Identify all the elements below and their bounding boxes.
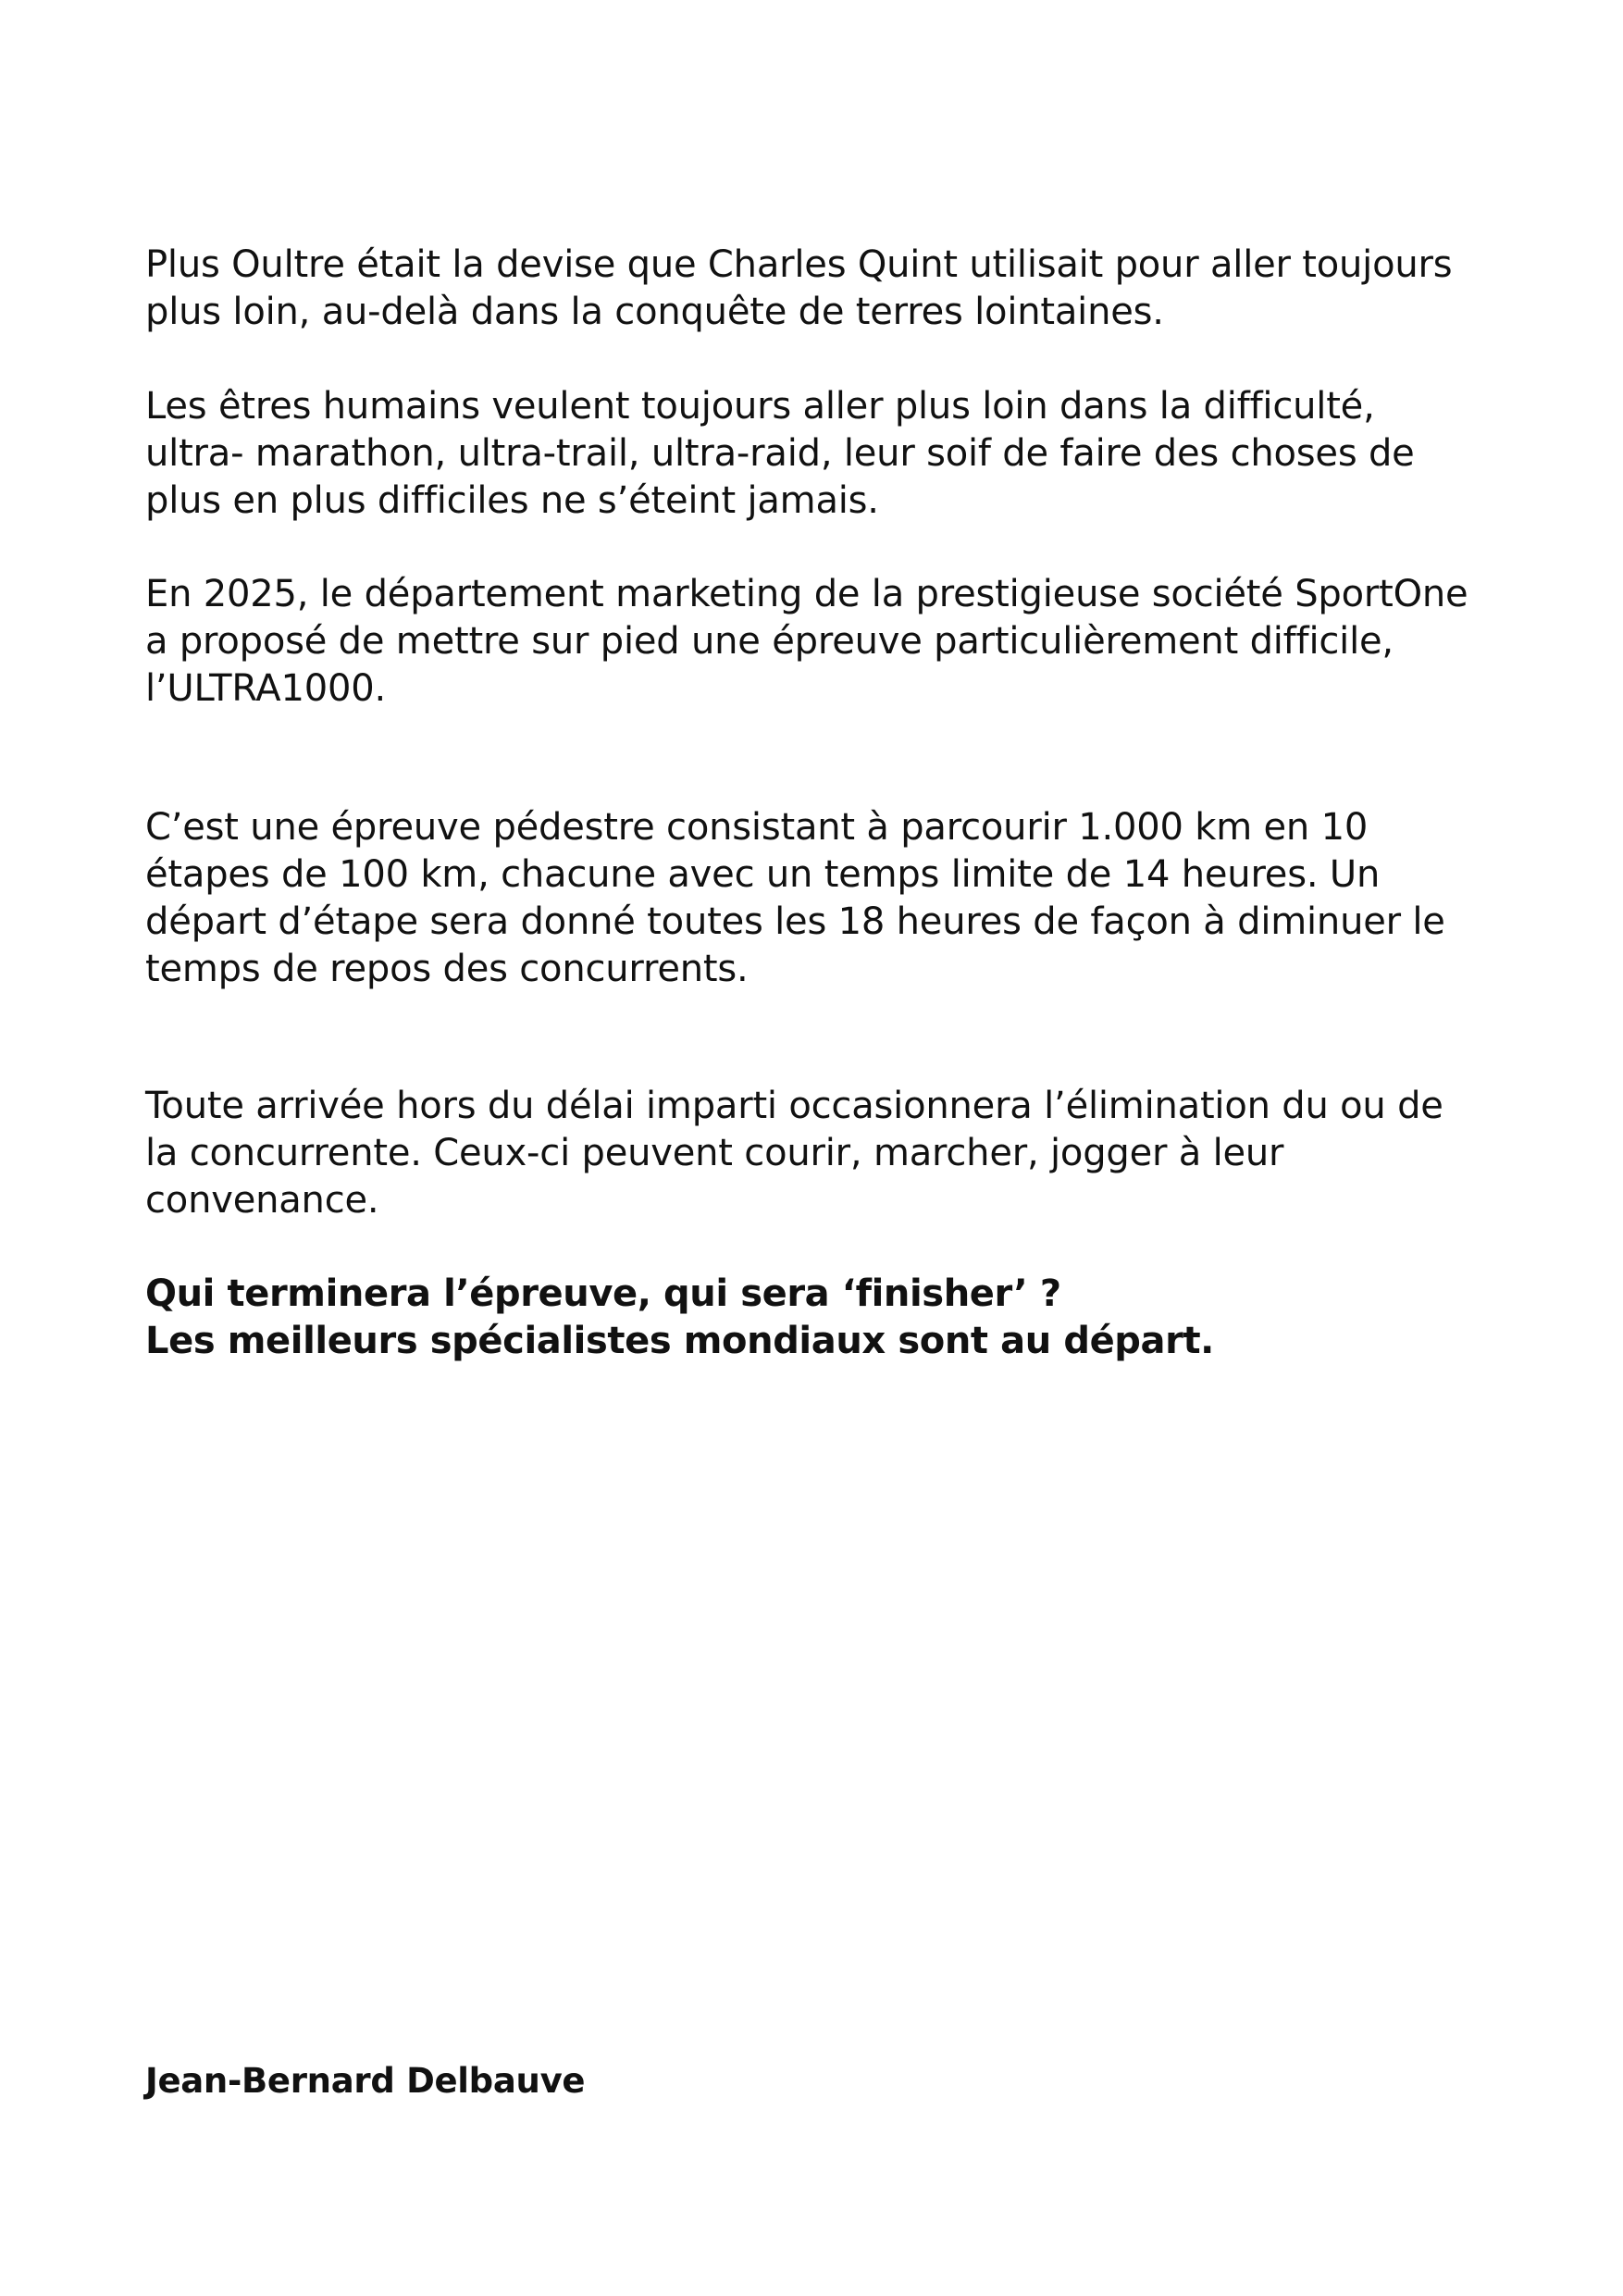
text-line: Toute arrivée hors du délai imparti occasionnera l’élimination du ou de (145, 1085, 1443, 1127)
author-signature: Jean-Bernard Delbauve (145, 2061, 586, 2101)
text-line: plus en plus difficiles ne s’éteint jamais. (145, 479, 879, 522)
paragraph-intro (145, 242, 1496, 336)
text-line: l’ULTRA1000. (145, 667, 386, 710)
paragraph-rules (145, 1083, 1496, 1224)
paragraph-question-bold (145, 1271, 1496, 1365)
text-line: Qui terminera l’épreuve, qui sera ‘finisher’ ? (145, 1272, 1061, 1315)
text-line: ultra- marathon, ultra-trail, ultra-raid, leur soif de faire des choses de (145, 432, 1415, 475)
paragraph-race-description (145, 804, 1496, 993)
text-line: la concurrente. Ceux-ci peuvent courir, marcher, jogger à leur (145, 1132, 1284, 1174)
text-line: convenance. (145, 1179, 379, 1222)
text-line: départ d’étape sera donné toutes les 18 heures de façon à diminuer le (145, 900, 1445, 943)
text-line: a proposé de mettre sur pied une épreuve particulièrement difficile, (145, 620, 1394, 663)
text-line: En 2025, le département marketing de la prestigieuse société SportOne (145, 573, 1468, 615)
text-line: Les êtres humains veulent toujours aller plus loin dans la difficulté, (145, 385, 1375, 428)
text-line: étapes de 100 km, chacune avec un temps limite de 14 heures. Un (145, 853, 1381, 896)
text-line: C’est une épreuve pédestre consistant à parcourir 1.000 km en 10 (145, 806, 1369, 849)
text-line: Plus Oultre était la devise que Charles Quint utilisait pour aller toujours (145, 243, 1453, 286)
paragraph-sportone (145, 571, 1496, 713)
paragraph-humans (145, 383, 1496, 525)
text-line: temps de repos des concurrents. (145, 948, 749, 990)
text-line: plus loin, au-delà dans la conquête de terres lointaines. (145, 291, 1164, 333)
text-line: Les meilleurs spécialistes mondiaux sont au départ. (145, 1320, 1214, 1362)
